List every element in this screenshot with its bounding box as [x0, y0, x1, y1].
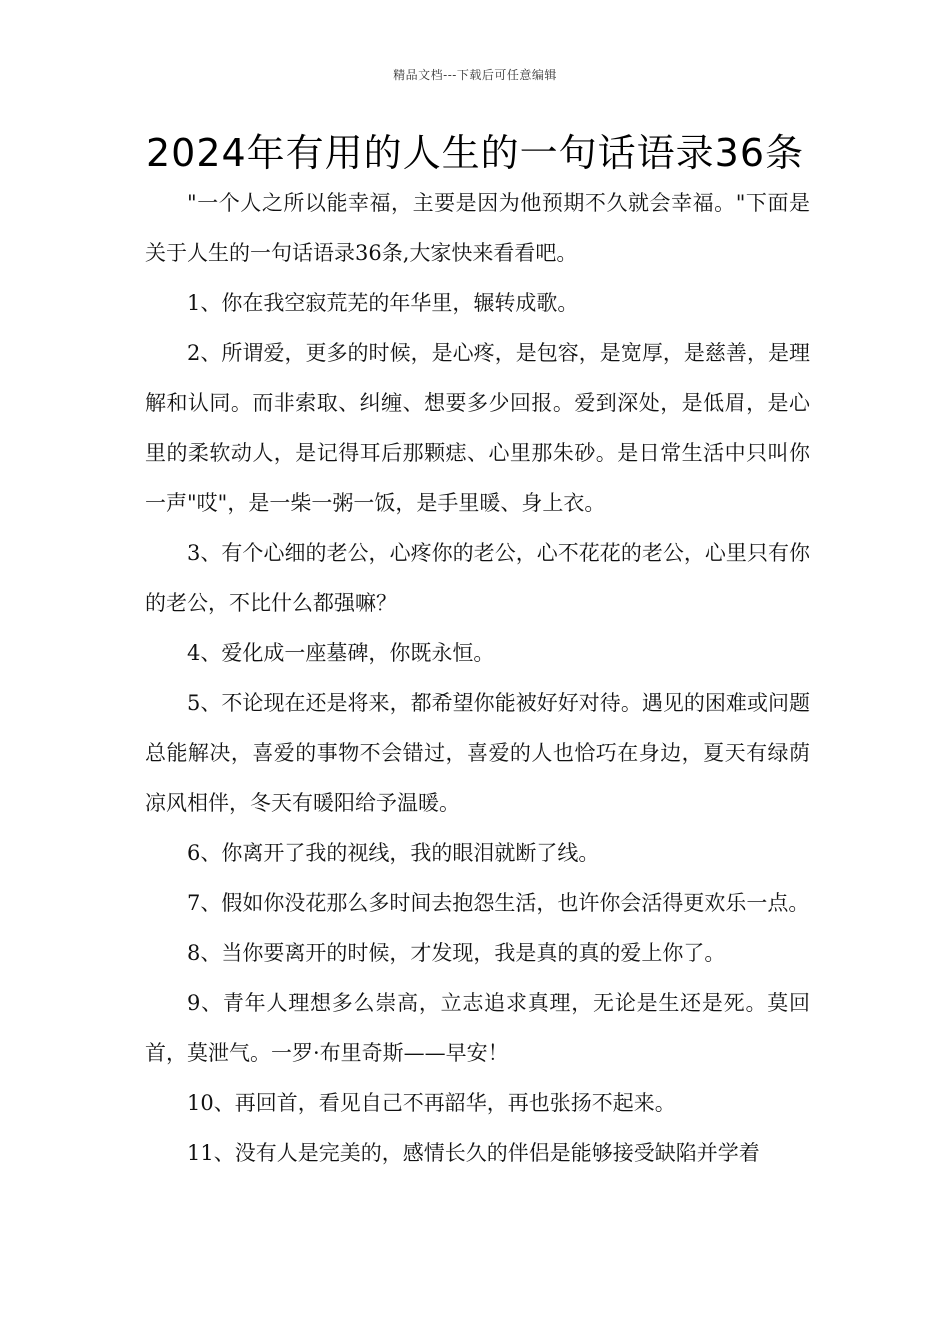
quote-item-2: 2、所谓爱，更多的时候，是心疼，是包容，是宽厚，是慈善，是理解和认同。而非索取、纠缠、想要多少回报。爱到深处，是低眉，是心里的柔软动人，是记得耳后那颗痣、心里那朱砂。是日常生活中只叫你一声"哎"，是一柴一粥一饭，是手里暖、身上衣。: [145, 341, 810, 515]
quote-item-3: 3、有个心细的老公，心疼你的老公，心不花花的老公，心里只有你的老公，不比什么都强嘛？: [145, 541, 810, 615]
document-body: [145, 178, 810, 1178]
quote-item-10: 10、再回首，看见自己不再韶华，再也张扬不起来。: [187, 1091, 676, 1115]
quote-item-5: 5、不论现在还是将来，都希望你能被好好对待。遇见的困难或问题总能解决，喜爱的事物不会错过，喜爱的人也恰巧在身边，夏天有绿荫凉风相伴，冬天有暖阳给予温暖。: [145, 691, 810, 815]
header-note: 精品文档---下载后可任意编辑: [393, 68, 557, 82]
quote-item-1: 1、你在我空寂荒芜的年华里，辗转成歌。: [187, 291, 579, 315]
quote-item-4: 4、爱化成一座墓碑，你既永恒。: [187, 641, 495, 665]
quote-item-8: 8、当你要离开的时候，才发现，我是真的真的爱上你了。: [187, 941, 726, 965]
document-title: 2024年有用的人生的一句话语录36条: [145, 131, 805, 175]
quote-item-9: 9、青年人理想多么崇高，立志追求真理，无论是生还是死。莫回首，莫泄气。一罗·布里奇斯——早安！: [145, 991, 810, 1065]
quote-item-6: 6、你离开了我的视线，我的眼泪就断了线。: [187, 841, 600, 865]
intro-paragraph: "一个人之所以能幸福，主要是因为他预期不久就会幸福。"下面是关于人生的一句话语录36条,大家快来看看吧。: [145, 191, 810, 265]
quote-item-11: 11、没有人是完美的，感情长久的伴侣是能够接受缺陷并学着: [187, 1141, 760, 1165]
quote-item-7: 7、假如你没花那么多时间去抱怨生活，也许你会活得更欢乐一点。: [187, 891, 810, 915]
